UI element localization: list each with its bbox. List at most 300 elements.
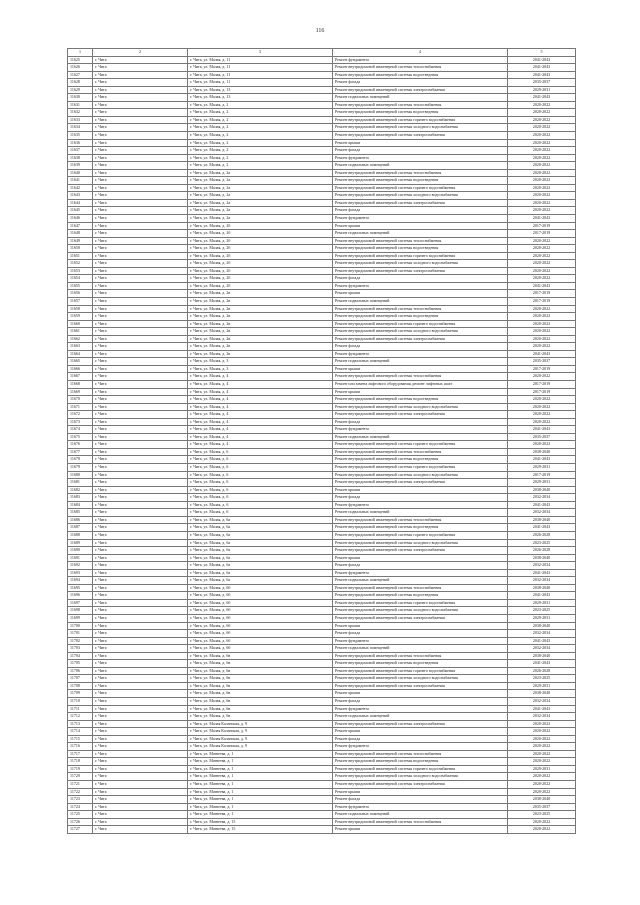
record-number-cell: 11719 [68,765,93,773]
table-row [68,456,576,464]
period-cell: 2020-2022 [508,328,576,336]
table-row [68,501,576,509]
address-cell: г. Чита, ул. Малая, д. 4 [188,381,333,389]
work-type-cell: Ремонт подвальных помещений [333,298,508,306]
record-number-cell: 11686 [68,516,93,524]
table-row [68,56,576,64]
period-cell: 2020-2022 [508,418,576,426]
period-cell: 2029-2031 [508,614,576,622]
record-number-cell: 11681 [68,479,93,487]
work-type-cell: Ремонт внутридомовой инженерной системы электроснабжения [333,199,508,207]
work-type-cell: Ремонт внутридомовой инженерной системы холодного водоснабжения [333,124,508,132]
address-cell: г. Чита, ул. Малая, д. 2б [188,260,333,268]
table-row [68,577,576,585]
record-number-cell: 11691 [68,554,93,562]
municipality-cell: г. Чита [93,705,188,713]
table-row [68,818,576,826]
table-row [68,139,576,147]
municipality-cell: г. Чита [93,199,188,207]
record-number-cell: 11641 [68,177,93,185]
address-cell: г. Чита, ул. Малая, д. 6а [188,539,333,547]
address-cell: г. Чита, ул. Малая, д. 6 [188,479,333,487]
municipality-cell: г. Чита [93,697,188,705]
address-cell: г. Чита, ул. Малая, д. 6в [188,667,333,675]
address-cell: г. Чита, ул. Малая, д. 2 [188,131,333,139]
table-body [68,56,576,833]
address-cell: г. Чита, ул. Малая, д. 13 [188,86,333,94]
period-cell: 2017-2019 [508,388,576,396]
municipality-cell: г. Чита [93,788,188,796]
address-cell: г. Чита, ул. Малая, д. 2б [188,230,333,238]
record-number-cell: 11708 [68,682,93,690]
work-type-cell: Ремонт внутридомовой инженерной системы электроснабжения [333,547,508,555]
period-cell: 2032-2034 [508,713,576,721]
period-cell: 2032-2034 [508,577,576,585]
record-number-cell: 11724 [68,803,93,811]
period-cell: 2041-2043 [508,282,576,290]
municipality-cell: г. Чита [93,305,188,313]
municipality-cell: г. Чита [93,811,188,819]
address-cell: г. Чита, ул. Матвеева, д. 1 [188,765,333,773]
address-cell: г. Чита, ул. Матвеева, д. 1 [188,811,333,819]
address-cell: г. Чита, ул. Малая Каланская, д. 9 [188,735,333,743]
municipality-cell: г. Чита [93,222,188,230]
address-cell: г. Чита, ул. Малая, д. 6 [188,464,333,472]
period-cell: 2020-2022 [508,260,576,268]
period-cell: 2026-2028 [508,531,576,539]
work-type-cell: Ремонт внутридомовой инженерной системы теплоснабжения [333,169,508,177]
column-header: 5 [508,49,576,57]
period-cell: 2020-2022 [508,818,576,826]
work-type-cell: Ремонт внутридомовой инженерной системы водоотведения [333,177,508,185]
work-type-cell: Ремонт внутридомовой инженерной системы горячего водоснабжения [333,184,508,192]
record-number-cell: 11633 [68,116,93,124]
table-row [68,343,576,351]
municipality-cell: г. Чита [93,562,188,570]
period-cell: 2041-2043 [508,569,576,577]
municipality-cell: г. Чита [93,365,188,373]
municipality-cell: г. Чита [93,758,188,766]
record-number-cell: 11655 [68,282,93,290]
municipality-cell: г. Чита [93,690,188,698]
table-row [68,79,576,87]
table-row [68,645,576,653]
work-type-cell: Ремонт фундамента [333,569,508,577]
period-cell: 2035-2037 [508,358,576,366]
table-row [68,765,576,773]
period-cell: 2038-2040 [508,622,576,630]
record-number-cell: 11692 [68,562,93,570]
municipality-cell: г. Чита [93,682,188,690]
address-cell: г. Чита, ул. Малая, д. 6а [188,547,333,555]
period-cell: 2041-2043 [508,660,576,668]
period-cell: 2032-2034 [508,494,576,502]
table-row [68,713,576,721]
municipality-cell: г. Чита [93,131,188,139]
table-row [68,214,576,222]
table-row [68,260,576,268]
table-row [68,750,576,758]
address-cell: г. Чита, ул. Малая, д. 6в [188,697,333,705]
work-type-cell: Ремонт крыши [333,788,508,796]
address-cell: г. Чита, ул. Малая, д. 2 [188,116,333,124]
municipality-cell: г. Чита [93,116,188,124]
work-type-cell: Ремонт внутридомовой инженерной системы холодного водоснабжения [333,403,508,411]
record-number-cell: 11727 [68,826,93,834]
period-cell: 2020-2022 [508,441,576,449]
address-cell: г. Чита, ул. Малая, д. 2а [188,214,333,222]
period-cell: 2035-2037 [508,803,576,811]
work-type-cell: Ремонт внутридомовой инженерной системы водоотведения [333,313,508,321]
page-number: 116 [315,28,325,34]
record-number-cell: 11626 [68,64,93,72]
table-row [68,162,576,170]
work-type-cell: Ремонт внутридомовой инженерной системы электроснабжения [333,335,508,343]
record-number-cell: 11627 [68,71,93,79]
record-number-cell: 11701 [68,630,93,638]
table-row [68,267,576,275]
address-cell: г. Чита, ул. Малая, д. 4 [188,403,333,411]
municipality-cell: г. Чита [93,139,188,147]
table-row [68,441,576,449]
table-row [68,109,576,117]
table-row [68,720,576,728]
address-cell: г. Чита, ул. Малая, д. 6а [188,554,333,562]
municipality-cell: г. Чита [93,599,188,607]
period-cell: 2020-2022 [508,826,576,834]
municipality-cell: г. Чита [93,456,188,464]
table-row [68,411,576,419]
period-cell: 2023-2025 [508,607,576,615]
municipality-cell: г. Чита [93,124,188,132]
address-cell: г. Чита, ул. Малая, д. 2в [188,305,333,313]
period-cell: 2017-2019 [508,298,576,306]
work-type-cell: Ремонт подвальных помещений [333,94,508,102]
address-cell: г. Чита, ул. Малая, д. 6б [188,599,333,607]
work-type-cell: Ремонт внутридомовой инженерной системы электроснабжения [333,720,508,728]
table-row [68,796,576,804]
address-cell: г. Чита, ул. Малая, д. 6 [188,494,333,502]
address-cell: г. Чита, ул. Малая, д. 2а [188,184,333,192]
municipality-cell: г. Чита [93,214,188,222]
period-cell: 2041-2043 [508,214,576,222]
work-type-cell: Ремонт внутридомовой инженерной системы холодного водоснабжения [333,607,508,615]
period-cell: 2017-2019 [508,222,576,230]
work-type-cell: Ремонт фасада [333,796,508,804]
address-cell: г. Чита, ул. Малая, д. 6а [188,577,333,585]
municipality-cell: г. Чита [93,464,188,472]
period-cell: 2020-2022 [508,781,576,789]
record-number-cell: 11662 [68,335,93,343]
table-row [68,275,576,283]
record-number-cell: 11673 [68,418,93,426]
address-cell: г. Чита, ул. Малая, д. 6в [188,690,333,698]
period-cell: 2020-2022 [508,313,576,321]
municipality-cell: г. Чита [93,56,188,64]
period-cell: 2023-2025 [508,539,576,547]
work-type-cell: Ремонт фундамента [333,501,508,509]
record-number-cell: 11634 [68,124,93,132]
period-cell: 2032-2034 [508,562,576,570]
municipality-cell: г. Чита [93,328,188,336]
table-row [68,169,576,177]
municipality-cell: г. Чита [93,147,188,155]
address-cell: г. Чита, ул. Малая, д. 2в [188,328,333,336]
period-cell: 2026-2028 [508,547,576,555]
address-cell: г. Чита, ул. Малая Каланская, д. 9 [188,743,333,751]
period-cell: 2041-2043 [508,426,576,434]
record-number-cell: 11661 [68,328,93,336]
address-cell: г. Чита, ул. Малая, д. 4 [188,433,333,441]
municipality-cell: г. Чита [93,501,188,509]
record-number-cell: 11664 [68,350,93,358]
record-number-cell: 11697 [68,599,93,607]
record-number-cell: 11721 [68,781,93,789]
table-row [68,584,576,592]
period-cell: 2041-2043 [508,524,576,532]
record-number-cell: 11723 [68,796,93,804]
work-type-cell: Ремонт фасада [333,343,508,351]
work-type-cell: Ремонт внутридомовой инженерной системы электроснабжения [333,267,508,275]
period-cell: 2023-2025 [508,811,576,819]
period-cell: 2020-2022 [508,147,576,155]
period-cell: 2041-2043 [508,705,576,713]
address-cell: г. Чита, ул. Матвеева, д. 15 [188,818,333,826]
period-cell: 2023-2025 [508,675,576,683]
work-type-cell: Ремонт внутридомовой инженерной системы холодного водоснабжения [333,539,508,547]
municipality-cell: г. Чита [93,260,188,268]
record-number-cell: 11702 [68,637,93,645]
municipality-cell: г. Чита [93,350,188,358]
address-cell: г. Чита, ул. Малая Каланская, д. 9 [188,720,333,728]
address-cell: г. Чита, ул. Малая, д. 6а [188,562,333,570]
address-cell: г. Чита, ул. Малая, д. 6б [188,607,333,615]
table-row [68,116,576,124]
record-number-cell: 11648 [68,230,93,238]
address-cell: г. Чита, ул. Малая, д. 2б [188,252,333,260]
record-number-cell: 11651 [68,252,93,260]
address-cell: г. Чита, ул. Малая, д. 2в [188,335,333,343]
work-type-cell: Ремонт фундамента [333,350,508,358]
municipality-cell: г. Чита [93,713,188,721]
municipality-cell: г. Чита [93,94,188,102]
work-type-cell: Ремонт внутридомовой инженерной системы горячего водоснабжения [333,252,508,260]
municipality-cell: г. Чита [93,645,188,653]
address-cell: г. Чита, ул. Матвеева, д. 1 [188,750,333,758]
work-type-cell: Ремонт фасада [333,697,508,705]
table-row [68,418,576,426]
record-number-cell: 11665 [68,358,93,366]
address-cell: г. Чита, ул. Малая, д. 11 [188,64,333,72]
record-number-cell: 11659 [68,313,93,321]
period-cell: 2020-2022 [508,139,576,147]
period-cell: 2041-2043 [508,71,576,79]
work-type-cell: Ремонт внутридомовой инженерной системы холодного водоснабжения [333,675,508,683]
work-type-cell: Ремонт внутридомовой инженерной системы теплоснабжения [333,237,508,245]
period-cell: 2020-2022 [508,177,576,185]
table-row [68,131,576,139]
table-row [68,630,576,638]
table-row [68,486,576,494]
period-cell: 2029-2031 [508,599,576,607]
table-row [68,222,576,230]
work-type-cell: Ремонт внутридомовой инженерной системы теплоснабжения [333,652,508,660]
address-cell: г. Чита, ул. Малая, д. 6в [188,675,333,683]
work-type-cell: Ремонт внутридомовой инженерной системы теплоснабжения [333,101,508,109]
address-cell: г. Чита, ул. Малая, д. 6а [188,516,333,524]
work-type-cell: Ремонт внутридомовой инженерной системы электроснабжения [333,86,508,94]
municipality-cell: г. Чита [93,237,188,245]
record-number-cell: 11657 [68,298,93,306]
municipality-cell: г. Чита [93,396,188,404]
address-cell: г. Чита, ул. Матвеева, д. 1 [188,803,333,811]
municipality-cell: г. Чита [93,433,188,441]
record-number-cell: 11639 [68,162,93,170]
municipality-cell: г. Чита [93,207,188,215]
table-row [68,743,576,751]
work-type-cell: Ремонт внутридомовой инженерной системы холодного водоснабжения [333,773,508,781]
address-cell: г. Чита, ул. Малая, д. 11 [188,79,333,87]
table-row [68,335,576,343]
work-type-cell: Ремонт крыши [333,728,508,736]
address-cell: г. Чита, ул. Малая, д. 2в [188,313,333,321]
record-number-cell: 11632 [68,109,93,117]
record-number-cell: 11642 [68,184,93,192]
table-row [68,86,576,94]
address-cell: г. Чита, ул. Малая, д. 6в [188,652,333,660]
record-number-cell: 11694 [68,577,93,585]
table-row [68,569,576,577]
work-type-cell: Ремонт подвальных помещений [333,230,508,238]
record-number-cell: 11698 [68,607,93,615]
work-type-cell: Ремонт крыши [333,290,508,298]
work-type-cell: Ремонт внутридомовой инженерной системы теплоснабжения [333,516,508,524]
municipality-cell: г. Чита [93,471,188,479]
address-cell: г. Чита, ул. Малая, д. 6 [188,456,333,464]
address-cell: г. Чита, ул. Малая, д. 2 [188,124,333,132]
record-number-cell: 11678 [68,456,93,464]
period-cell: 2029-2031 [508,765,576,773]
work-type-cell: Ремонт внутридомовой инженерной системы горячего водоснабжения [333,531,508,539]
record-number-cell: 11705 [68,660,93,668]
record-number-cell: 11649 [68,237,93,245]
municipality-cell: г. Чита [93,584,188,592]
record-number-cell: 11650 [68,245,93,253]
work-type-cell: Ремонт крыши [333,365,508,373]
period-cell: 2038-2040 [508,486,576,494]
table-row [68,290,576,298]
record-number-cell: 11628 [68,79,93,87]
table-row [68,403,576,411]
record-number-cell: 11647 [68,222,93,230]
municipality-cell: г. Чита [93,192,188,200]
table-row [68,373,576,381]
period-cell: 2032-2034 [508,645,576,653]
table-row [68,433,576,441]
table-row [68,622,576,630]
table-row [68,184,576,192]
work-type-cell: Ремонт внутридомовой инженерной системы водоотведения [333,592,508,600]
address-cell: г. Чита, ул. Малая, д. 6б [188,630,333,638]
address-cell: г. Чита, ул. Матвеева, д. 1 [188,773,333,781]
address-cell: г. Чита, ул. Малая, д. 2а [188,207,333,215]
period-cell: 2020-2022 [508,131,576,139]
period-cell: 2017-2019 [508,365,576,373]
address-cell: г. Чита, ул. Малая, д. 2б [188,237,333,245]
work-type-cell: Ремонт внутридомовой инженерной системы водоотведения [333,245,508,253]
table-row [68,547,576,555]
municipality-cell: г. Чита [93,607,188,615]
table-row [68,154,576,162]
municipality-cell: г. Чита [93,796,188,804]
table-row [68,735,576,743]
work-type-cell: Ремонт подвальных помещений [333,433,508,441]
work-type-cell: Ремонт крыши [333,622,508,630]
record-number-cell: 11645 [68,207,93,215]
record-number-cell: 11668 [68,381,93,389]
record-number-cell: 11653 [68,267,93,275]
work-type-cell: Ремонт внутридомовой инженерной системы водоотведения [333,660,508,668]
municipality-cell: г. Чита [93,630,188,638]
municipality-cell: г. Чита [93,298,188,306]
period-cell: 2020-2022 [508,343,576,351]
address-cell: г. Чита, ул. Малая, д. 4 [188,441,333,449]
address-cell: г. Чита, ул. Малая, д. 2б [188,282,333,290]
table-row [68,758,576,766]
address-cell: г. Чита, ул. Матвеева, д. 1 [188,796,333,804]
municipality-cell: г. Чита [93,426,188,434]
address-cell: г. Чита, ул. Малая, д. 2 [188,101,333,109]
address-cell: г. Чита, ул. Малая, д. 13 [188,94,333,102]
table-row [68,607,576,615]
address-cell: г. Чита, ул. Малая, д. 4 [188,411,333,419]
table-row [68,237,576,245]
table-row [68,192,576,200]
municipality-cell: г. Чита [93,230,188,238]
record-number-cell: 11718 [68,758,93,766]
record-number-cell: 11663 [68,343,93,351]
address-cell: г. Чита, ул. Малая, д. 6б [188,622,333,630]
period-cell: 2020-2022 [508,154,576,162]
period-cell: 2020-2022 [508,373,576,381]
period-cell: 2020-2022 [508,720,576,728]
record-number-cell: 11630 [68,94,93,102]
work-type-cell: Ремонт фасада [333,147,508,155]
address-cell: г. Чита, ул. Малая, д. 2б [188,267,333,275]
table-row [68,199,576,207]
municipality-cell: г. Чита [93,267,188,275]
work-type-cell: Ремонт фасада [333,494,508,502]
work-type-cell: Ремонт крыши [333,222,508,230]
address-cell: г. Чита, ул. Малая, д. 2 [188,109,333,117]
work-type-cell: Ремонт внутридомовой инженерной системы водоотведения [333,71,508,79]
work-type-cell: Ремонт внутридомовой инженерной системы теплоснабжения [333,305,508,313]
work-type-cell: Ремонт фасада [333,735,508,743]
address-cell: г. Чита, ул. Малая, д. 6а [188,531,333,539]
work-type-cell: Ремонт фасада [333,418,508,426]
work-type-cell: Ремонт фасада [333,207,508,215]
period-cell: 2020-2022 [508,758,576,766]
work-type-cell: Ремонт внутридомовой инженерной системы водоотведения [333,456,508,464]
record-number-cell: 11672 [68,411,93,419]
period-cell: 2026-2028 [508,667,576,675]
municipality-cell: г. Чита [93,154,188,162]
municipality-cell: г. Чита [93,282,188,290]
address-cell: г. Чита, ул. Малая, д. 6 [188,471,333,479]
work-type-cell: Ремонт внутридомовой инженерной системы горячего водоснабжения [333,599,508,607]
work-type-cell: Ремонт подвальных помещений [333,811,508,819]
period-cell: 2041-2043 [508,592,576,600]
